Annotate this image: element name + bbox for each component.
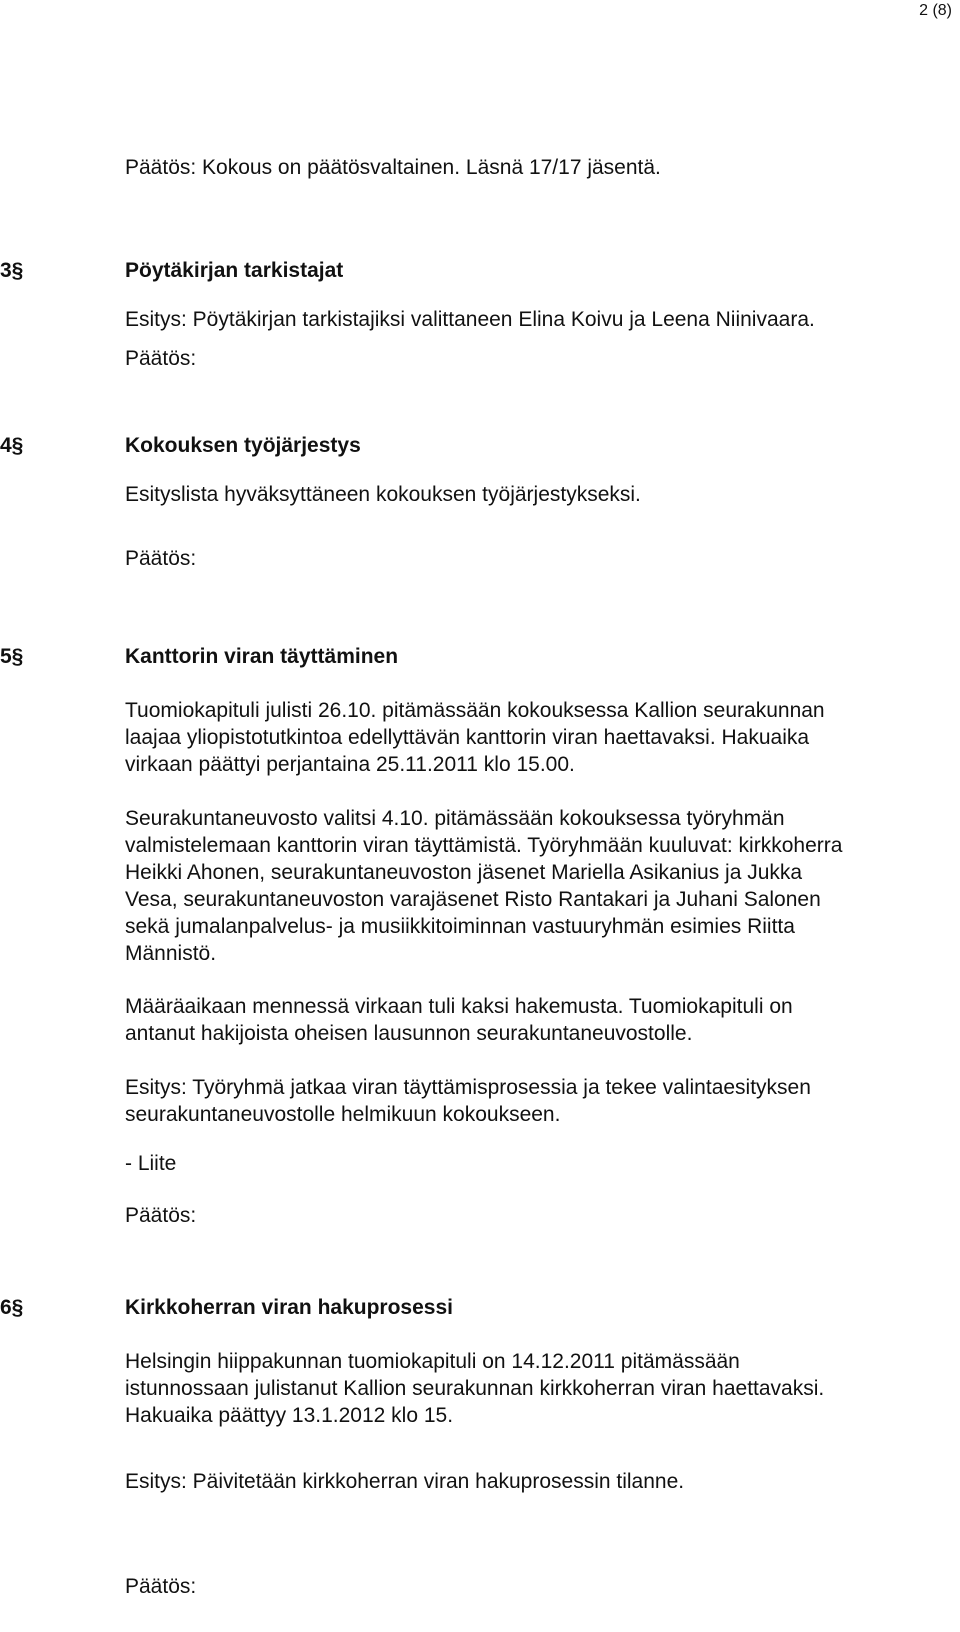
section-title: Kirkkoherran viran hakuprosessi xyxy=(125,1296,453,1319)
section-5-attachment: - Liite xyxy=(125,1152,177,1175)
section-4-decision: Päätös: xyxy=(125,547,197,570)
section-5-line: Vesa, seurakuntaneuvoston varajäsenet Risto Rantakari ja Juhani Salonen xyxy=(125,888,821,911)
section-number: 5§ xyxy=(0,645,24,668)
section-title: Pöytäkirjan tarkistajat xyxy=(125,259,344,282)
section-5-line: valmistelemaan kanttorin viran täyttämistä. Työryhmään kuuluvat: kirkkoherra xyxy=(125,834,843,857)
section-5-line: virkaan päättyi perjantaina 25.11.2011 klo 15.00. xyxy=(125,753,575,776)
section-6-proposal: Esitys: Päivitetään kirkkoherran viran hakuprosessin tilanne. xyxy=(125,1470,685,1493)
section-4-text: Esityslista hyväksyttäneen kokouksen työjärjestykseksi. xyxy=(125,483,641,506)
intro-decision: Päätös: Kokous on päätösvaltainen. Läsnä 17/17 jäsentä. xyxy=(125,156,661,179)
section-5-proposal: Esitys: Työryhmä jatkaa viran täyttämisprosessia ja tekee valintaesityksen xyxy=(125,1076,811,1099)
section-number: 3§ xyxy=(0,259,24,282)
section-3-decision: Päätös: xyxy=(125,347,197,370)
section-5-proposal: seurakuntaneuvostolle helmikuun kokoukseen. xyxy=(125,1103,561,1126)
section-6-line: istunnossaan julistanut Kallion seurakunnan kirkkoherran viran haettavaksi. xyxy=(125,1377,825,1400)
section-5-line: laajaa yliopistotutkintoa edellyttävän kanttorin viran haettavaksi. Hakuaika xyxy=(125,726,810,749)
section-title: Kokouksen työjärjestys xyxy=(125,434,361,457)
section-5-line: Seurakuntaneuvosto valitsi 4.10. pitämässään kokouksessa työryhmän xyxy=(125,807,785,830)
page-number: 2 (8) xyxy=(919,2,952,19)
section-5-line: Männistö. xyxy=(125,942,217,965)
section-6-decision: Päätös: xyxy=(125,1575,197,1598)
section-5-decision: Päätös: xyxy=(125,1204,197,1227)
section-5-line: Heikki Ahonen, seurakuntaneuvoston jäsenet Mariella Asikanius ja Jukka xyxy=(125,861,803,884)
section-5-line: antanut hakijoista oheisen lausunnon seurakuntaneuvostolle. xyxy=(125,1022,693,1045)
section-number: 4§ xyxy=(0,434,24,457)
section-3-proposal: Esitys: Pöytäkirjan tarkistajiksi valittaneen Elina Koivu ja Leena Niinivaara. xyxy=(125,308,815,331)
section-5-line: Määräaikaan mennessä virkaan tuli kaksi hakemusta. Tuomiokapituli on xyxy=(125,995,793,1018)
section-6-line: Hakuaika päättyy 13.1.2012 klo 15. xyxy=(125,1404,454,1427)
section-5-line: Tuomiokapituli julisti 26.10. pitämässään kokouksessa Kallion seurakunnan xyxy=(125,699,825,722)
section-title: Kanttorin viran täyttäminen xyxy=(125,645,399,668)
section-6-line: Helsingin hiippakunnan tuomiokapituli on 14.12.2011 pitämässään xyxy=(125,1350,740,1373)
section-5-line: sekä jumalanpalvelus- ja musiikkitoiminnan vastuuryhmän esimies Riitta xyxy=(125,915,795,938)
section-number: 6§ xyxy=(0,1296,24,1319)
